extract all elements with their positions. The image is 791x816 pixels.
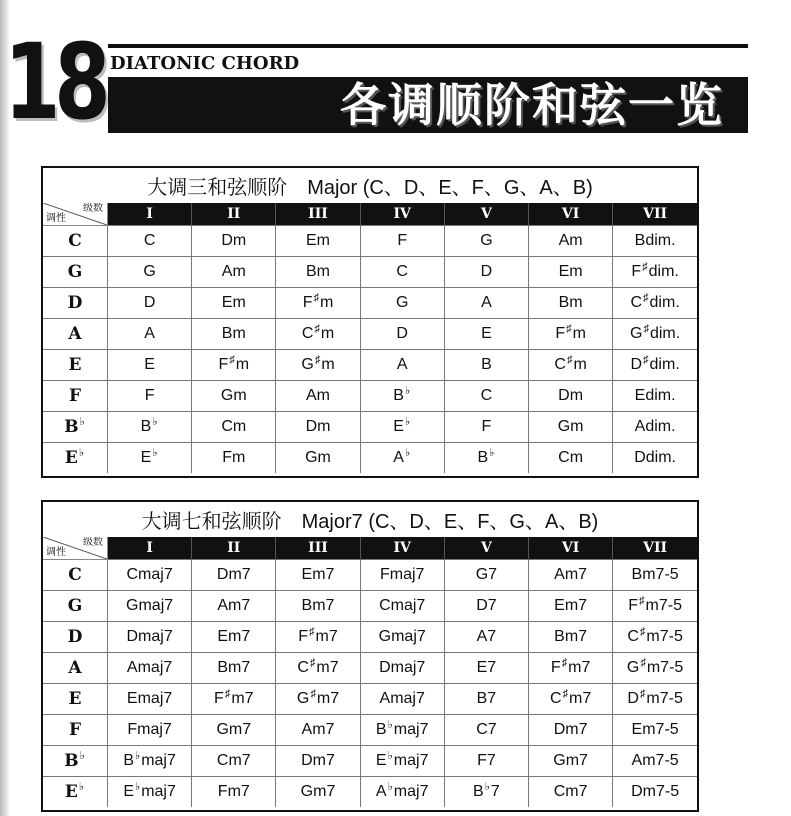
table-row (43, 653, 697, 684)
degree-header: VII (613, 537, 697, 560)
degree-header: V (444, 537, 528, 560)
chord-cell: Em (529, 257, 613, 288)
chord-cell: Cm7 (529, 777, 613, 808)
chord-cell: Gmaj7 (360, 622, 444, 653)
chord-cell: E♭ (108, 443, 192, 474)
chord-cell: Dm7 (529, 715, 613, 746)
corner-label-degree: 级数 (83, 537, 103, 548)
chord-cell: E7 (444, 653, 528, 684)
chord-cell: Am (192, 257, 276, 288)
chord-cell: Gm7 (192, 715, 276, 746)
chord-cell: G7 (444, 560, 528, 591)
chord-cell: F7 (444, 746, 528, 777)
chord-cell: Cm (529, 443, 613, 474)
chord-cell: Am7 (276, 715, 360, 746)
chord-cell: B7 (444, 684, 528, 715)
chord-cell: Em7-5 (613, 715, 697, 746)
chord-cell: F♯m (192, 350, 276, 381)
chord-cell: Am7 (529, 560, 613, 591)
chord-cell: Bm7 (276, 591, 360, 622)
chord-cell: G♯dim. (613, 319, 697, 350)
chord-cell: Dm7 (276, 746, 360, 777)
chord-cell: Em (276, 226, 360, 257)
chord-cell: C (360, 257, 444, 288)
table-row (43, 777, 697, 808)
corner-label-key: 调性 (46, 547, 66, 558)
title-bar (108, 77, 748, 133)
chord-cell: Dm7 (192, 560, 276, 591)
table-row (43, 715, 697, 746)
key-cell: F (43, 715, 108, 746)
table-row (43, 560, 697, 591)
caption-chinese: 大调七和弦顺阶 (141, 511, 282, 533)
major-seventh-table (43, 537, 697, 807)
chord-cell: Fm (192, 443, 276, 474)
chord-cell: Bm7 (192, 653, 276, 684)
major-seventh-table-body (43, 560, 697, 808)
degree-header: III (276, 203, 360, 226)
chord-cell: D (108, 288, 192, 319)
chord-cell: Bm (529, 288, 613, 319)
table-row (43, 319, 697, 350)
table-row (43, 622, 697, 653)
chord-cell: C♯m7-5 (613, 622, 697, 653)
chord-cell: Em7 (529, 591, 613, 622)
key-cell: C (43, 560, 108, 591)
key-cell: A (43, 653, 108, 684)
chord-cell: Dm7-5 (613, 777, 697, 808)
chord-cell: Am (276, 381, 360, 412)
degree-header: II (192, 203, 276, 226)
chord-cell: C♯dim. (613, 288, 697, 319)
chord-cell: Dm (529, 381, 613, 412)
table-header-row (43, 203, 697, 226)
major-triad-table (43, 203, 697, 473)
chord-cell: D (444, 257, 528, 288)
key-cell: F (43, 381, 108, 412)
chord-cell: G♯m (276, 350, 360, 381)
chord-cell: F (108, 381, 192, 412)
degree-header: IV (360, 537, 444, 560)
chord-cell: G (444, 226, 528, 257)
degree-header: IV (360, 203, 444, 226)
chord-cell: F♯dim. (613, 257, 697, 288)
chord-cell: Em7 (192, 622, 276, 653)
chord-cell: F♯m7 (529, 653, 613, 684)
chord-cell: F♯m7 (276, 622, 360, 653)
chord-cell: F♯m7-5 (613, 591, 697, 622)
chord-cell: Fmaj7 (360, 560, 444, 591)
chord-cell: C7 (444, 715, 528, 746)
table-row (43, 684, 697, 715)
degree-header: III (276, 537, 360, 560)
chord-cell: Dmaj7 (108, 622, 192, 653)
chord-cell: G (108, 257, 192, 288)
table-row (43, 412, 697, 443)
chord-cell: C♯m (529, 350, 613, 381)
table-row (43, 257, 697, 288)
chord-cell: E (444, 319, 528, 350)
chord-cell: Cm (192, 412, 276, 443)
chord-cell: Dm (192, 226, 276, 257)
chord-cell: C (444, 381, 528, 412)
chord-cell: Cm7 (192, 746, 276, 777)
chord-cell: B♭ (108, 412, 192, 443)
key-cell: E (43, 684, 108, 715)
chord-cell: G♯m7 (276, 684, 360, 715)
key-cell: D (43, 622, 108, 653)
chord-cell: Bm7-5 (613, 560, 697, 591)
degree-header: VI (529, 203, 613, 226)
table-caption (43, 502, 697, 537)
chord-cell: E♭maj7 (108, 777, 192, 808)
key-cell: G (43, 257, 108, 288)
english-title: DIATONIC CHORD (110, 53, 300, 74)
table-row (43, 288, 697, 319)
chord-cell: F♯m7 (192, 684, 276, 715)
chord-cell: E♭ (360, 412, 444, 443)
chord-cell: Gm (192, 381, 276, 412)
caption-english: Major (C、D、E、F、G、A、B) (307, 177, 593, 199)
chord-cell: A (360, 350, 444, 381)
key-cell: B♭ (43, 412, 108, 443)
chord-cell: Fmaj7 (108, 715, 192, 746)
chord-cell: A (108, 319, 192, 350)
degree-header: I (108, 537, 192, 560)
key-cell: G (43, 591, 108, 622)
chord-cell: Bm (276, 257, 360, 288)
chord-cell: A♭ (360, 443, 444, 474)
chord-cell: Amaj7 (108, 653, 192, 684)
chord-cell: D♯dim. (613, 350, 697, 381)
chord-cell: Bdim. (613, 226, 697, 257)
chord-cell: C♯m7 (529, 684, 613, 715)
chord-cell: A (444, 288, 528, 319)
chord-cell: Am7-5 (613, 746, 697, 777)
chord-cell: Am7 (192, 591, 276, 622)
table-row (43, 746, 697, 777)
chord-cell: Gm (529, 412, 613, 443)
key-cell: D (43, 288, 108, 319)
chord-cell: E♭maj7 (360, 746, 444, 777)
chord-cell: Gm (276, 443, 360, 474)
chord-cell: Ddim. (613, 443, 697, 474)
table-header-row (43, 537, 697, 560)
table-row (43, 350, 697, 381)
chord-cell: Edim. (613, 381, 697, 412)
chinese-title: 各调顺阶和弦一览 (340, 78, 724, 132)
chord-cell: G♯m7-5 (613, 653, 697, 684)
table-caption (43, 168, 697, 203)
key-cell: A (43, 319, 108, 350)
key-cell: B♭ (43, 746, 108, 777)
chord-cell: Gmaj7 (108, 591, 192, 622)
table-row (43, 443, 697, 474)
chord-cell: D (360, 319, 444, 350)
chord-cell: B♭maj7 (360, 715, 444, 746)
page-number: 18 (4, 21, 105, 143)
chord-cell: F (444, 412, 528, 443)
chord-cell: Cmaj7 (108, 560, 192, 591)
key-cell: C (43, 226, 108, 257)
chord-cell: B♭ (360, 381, 444, 412)
chord-cell: Am (529, 226, 613, 257)
key-cell: E♭ (43, 443, 108, 474)
corner-cell (43, 203, 108, 226)
chord-cell: F♯m (529, 319, 613, 350)
chord-cell: C (108, 226, 192, 257)
caption-chinese: 大调三和弦顺阶 (147, 177, 288, 199)
chord-cell: Gm7 (276, 777, 360, 808)
chord-cell: F♯m (276, 288, 360, 319)
table-row (43, 226, 697, 257)
chord-cell: B (444, 350, 528, 381)
corner-label-key: 调性 (46, 213, 66, 224)
chord-cell: Emaj7 (108, 684, 192, 715)
chord-cell: B♭maj7 (108, 746, 192, 777)
corner-cell (43, 537, 108, 560)
key-cell: E (43, 350, 108, 381)
chord-cell: A♭maj7 (360, 777, 444, 808)
table-row (43, 381, 697, 412)
chord-cell: B♭7 (444, 777, 528, 808)
degree-header: V (444, 203, 528, 226)
degree-header: VII (613, 203, 697, 226)
chord-cell: Em (192, 288, 276, 319)
degree-header: II (192, 537, 276, 560)
chord-cell: B♭ (444, 443, 528, 474)
header-rule (108, 44, 748, 48)
chord-cell: Fm7 (192, 777, 276, 808)
chord-cell: Gm7 (529, 746, 613, 777)
chord-cell: D7 (444, 591, 528, 622)
table-row (43, 591, 697, 622)
chord-cell: Dm (276, 412, 360, 443)
chord-cell: A7 (444, 622, 528, 653)
chord-cell: Amaj7 (360, 684, 444, 715)
major-seventh-table-panel (41, 500, 699, 812)
major-triad-table-body (43, 226, 697, 474)
chord-cell: Cmaj7 (360, 591, 444, 622)
corner-label-degree: 级数 (83, 203, 103, 214)
chord-cell: Bm (192, 319, 276, 350)
chord-cell: E (108, 350, 192, 381)
major-triad-table-panel (41, 166, 699, 478)
caption-english: Major7 (C、D、E、F、G、A、B) (301, 511, 599, 533)
chord-cell: Adim. (613, 412, 697, 443)
degree-header: VI (529, 537, 613, 560)
chord-cell: Em7 (276, 560, 360, 591)
chord-cell: Dmaj7 (360, 653, 444, 684)
key-cell: E♭ (43, 777, 108, 808)
degree-header: I (108, 203, 192, 226)
chord-cell: F (360, 226, 444, 257)
chord-cell: G (360, 288, 444, 319)
chord-cell: C♯m7 (276, 653, 360, 684)
chord-cell: C♯m (276, 319, 360, 350)
chord-cell: Bm7 (529, 622, 613, 653)
chord-cell: D♯m7-5 (613, 684, 697, 715)
